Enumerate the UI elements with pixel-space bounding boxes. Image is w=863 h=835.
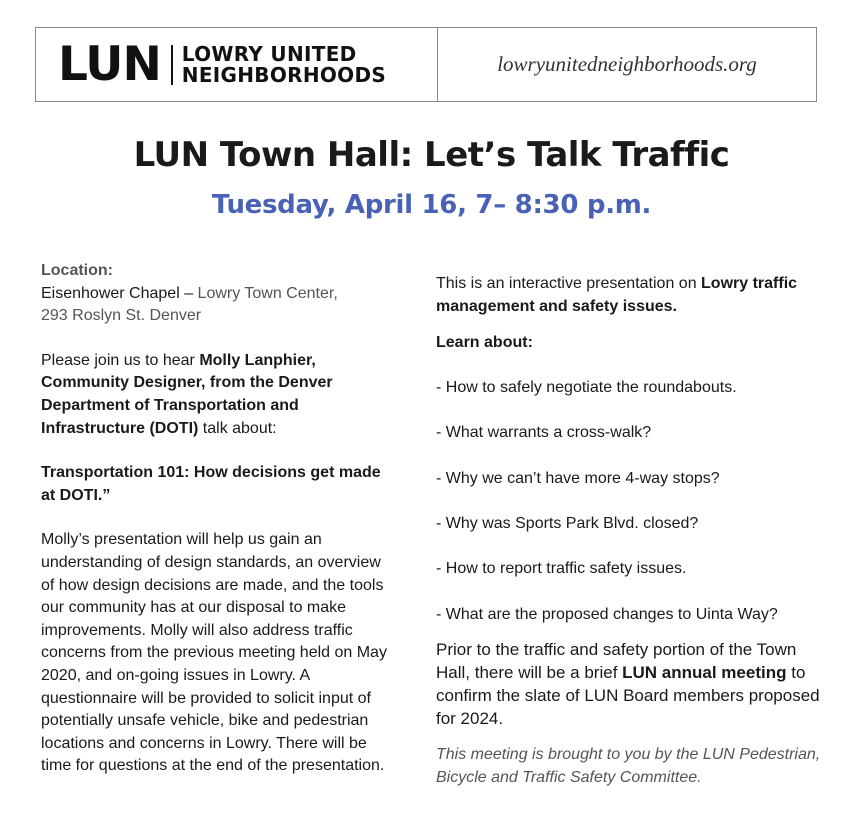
flyer-header bbox=[35, 27, 817, 102]
page-title: LUN Town Hall: Let’s Talk Traffic bbox=[133, 135, 730, 175]
left-column bbox=[41, 260, 391, 778]
right-intro: This is an interactive presentation on Lowry traffic management and safety issues. bbox=[436, 275, 798, 315]
website-cell bbox=[438, 28, 816, 101]
logo-mark: LUN bbox=[58, 37, 161, 92]
sponsor-note: This meeting is brought to you by the LUN Pedestrian, Bicycle and Traffic Safety Committee. bbox=[436, 746, 821, 786]
website-url: lowryunitedneighborhoods.org bbox=[497, 52, 757, 76]
location-text: Eisenhower Chapel – Lowry Town Center, 293 Roslyn St. Denver bbox=[41, 284, 338, 325]
location-label: Location: bbox=[41, 262, 113, 279]
list-item: - How to safely negotiate the roundabouts. bbox=[436, 378, 737, 396]
list-item: - Why we can’t have more 4-way stops? bbox=[436, 469, 720, 487]
list-item: - How to report traffic safety issues. bbox=[436, 560, 687, 578]
list-item: - What are the proposed changes to Uinta Way? bbox=[436, 605, 778, 623]
logo bbox=[36, 28, 438, 101]
learn-label: Learn about: bbox=[436, 334, 533, 352]
list-item: - Why was Sports Park Blvd. closed? bbox=[436, 514, 699, 532]
right-column bbox=[436, 273, 826, 790]
event-date: Tuesday, April 16, 7– 8:30 p.m. bbox=[211, 190, 652, 220]
list-item: - What warrants a cross-walk? bbox=[436, 424, 652, 442]
logo-line2: NEIGHBORHOODS bbox=[181, 62, 387, 87]
intro-paragraph: Please join us to hear Molly Lanphier, Community Designer, from the Denver Department of Transportation and Infrastructure (DOTI) talk about: bbox=[41, 351, 333, 437]
logo-divider bbox=[171, 45, 173, 85]
description-paragraph: Molly’s presentation will help us gain an understanding of design standards, an overview of how design decisions are made, and the tools our community has at our disposal to make improvements. Molly will also address traffic concerns from the previous meeting held on May 2020, and on-going issues in Lowry. A questionnaire will be provided to solicit input of potentially unsafe vehicle, bike and pedestrian locations and concerns in Lowry. There will be time for questions at the end of the presentation. bbox=[41, 531, 387, 775]
logo-line1: LOWRY UNITED bbox=[181, 41, 357, 66]
annual-meeting-paragraph: Prior to the traffic and safety portion of the Town Hall, there will be a brief LUN annual meeting to confirm the slate of LUN Board members proposed for 2024. bbox=[436, 640, 820, 729]
logo-wordmark bbox=[181, 41, 387, 87]
talk-topic: Transportation 101: How decisions get made at DOTI.” bbox=[41, 464, 381, 504]
